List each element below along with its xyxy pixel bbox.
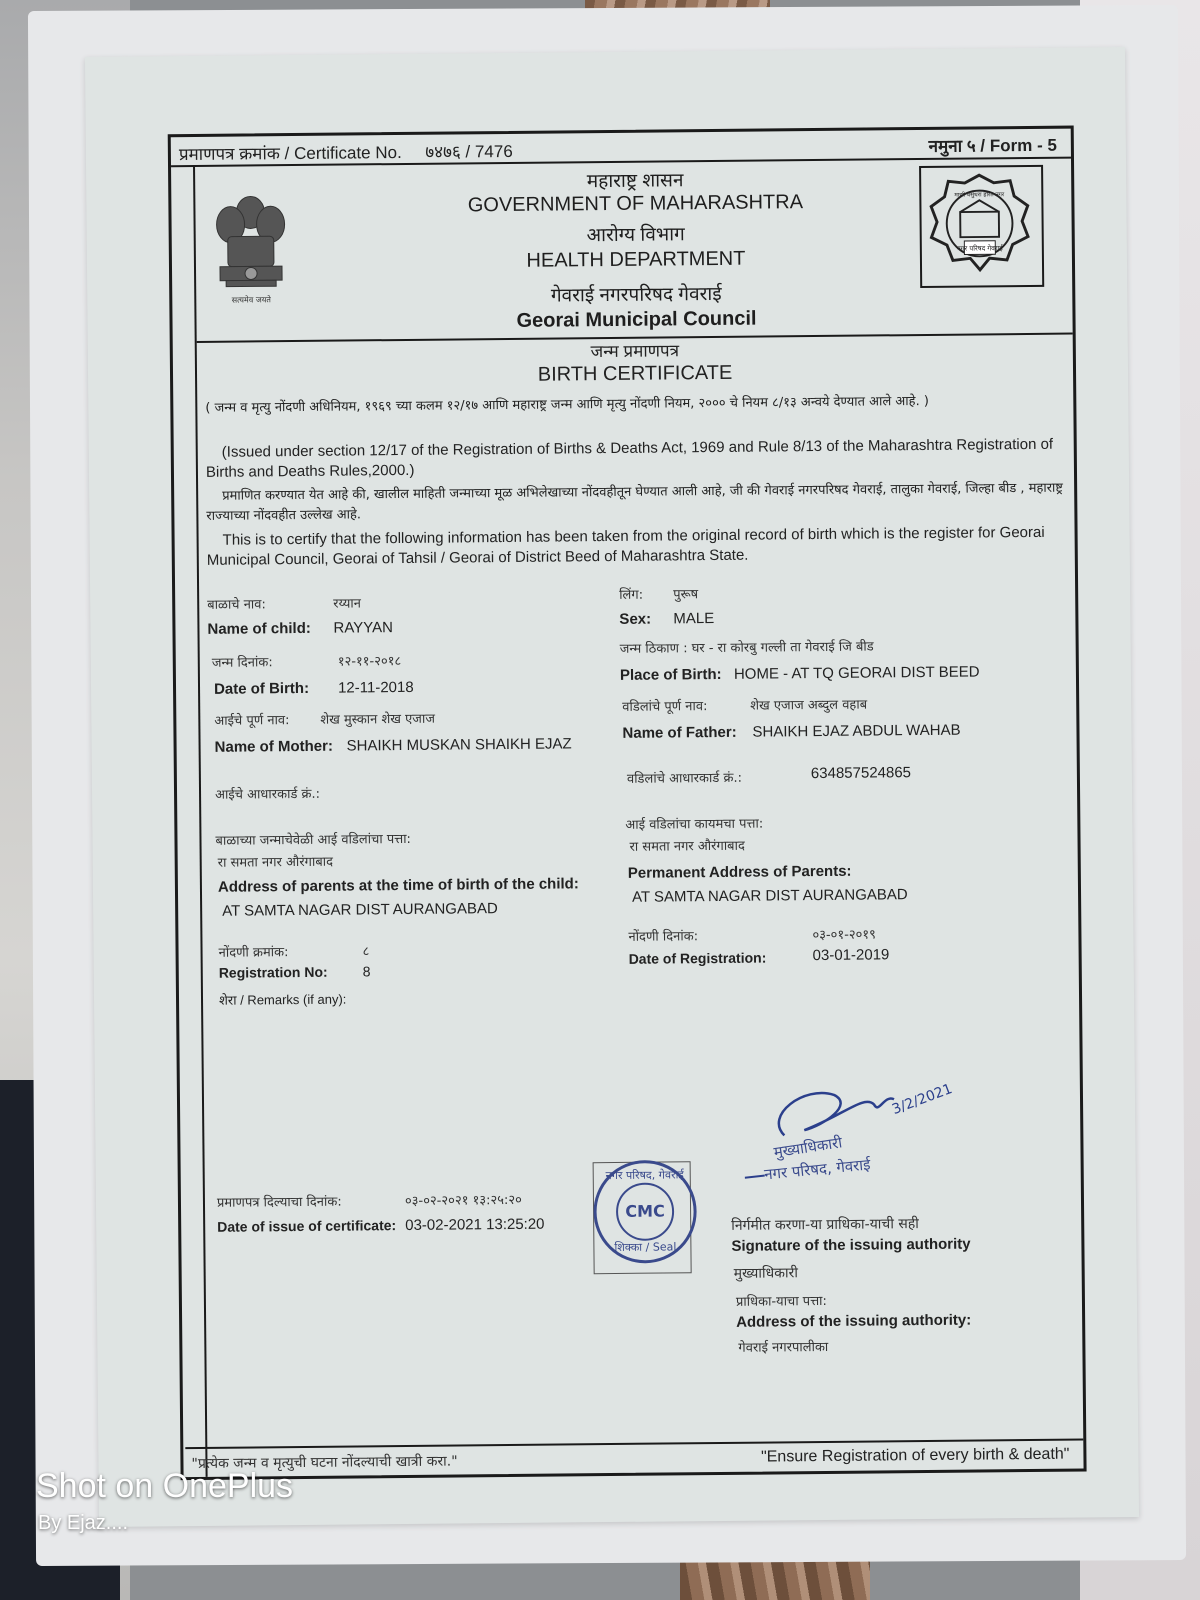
certificate-number-label: प्रमाणपत्र क्रमांक / Certificate No. [178,142,402,165]
council-logo-text: नगर परिषद गेवराई [956,244,1003,253]
certificate-body [191,333,1084,1477]
issued-under-english: (Issued under section 12/17 of the Registration of Births & Deaths Act, 1969 and Rule 8/13 of the Maharashtra Registration of Births and Deaths Rules,2000.) [205,435,1054,481]
signature-icon [744,1074,965,1186]
council-marathi: गेवराई नगरपरिषद गेवराई [550,283,722,307]
permanent-address-marathi-value: रा समता नगर औरंगाबाद [629,838,745,855]
reg-number-value: 8 [362,963,371,980]
permanent-address-marathi-label: आई वडिलांचा कायमचा पत्ता: [625,816,764,833]
father-name-value: SHAIKH EJAZ ABDUL WAHAB [752,721,961,741]
signature-date: 3/2/2021 [889,1080,955,1119]
signature-stamp-officer: मुख्याधिकारी [772,1133,844,1162]
issued-under-marathi: ( जन्म व मृत्यु नोंदणी अधिनियम, १९६९ च्या कलम १२/१७ आणि महाराष्ट्र जन्म आणि मृत्यु नोंदणी नियम, २००० चे नियम ८/१३ अन्वये देण्यात आले आहे. ) [205,393,929,416]
reg-number-label: Registration No: [218,963,328,981]
certificate-inner [193,157,1084,1477]
council-logo-arc: माझी वसुंधरा हरित नगर [954,192,1005,199]
emblem-caption: सत्यमेव जयते [231,295,271,305]
mother-aadhaar-label: आईचे आधारकार्ड क्रं.: [214,786,321,803]
father-name-marathi-label: वडिलांचे पूर्ण नाव: [622,699,708,715]
father-aadhaar-label: वडिलांचे आधारकार्ड क्रं.: [626,770,743,787]
certify-marathi: प्रमाणित करण्यात येत आहे की, खालील माहिती जन्माच्या मूळ अभिलेखाच्या नोंदवहीतून घेण्यात आली आहे, जी की गेवराई नगरपरिषद गेवराई, तालुका गेवराई, जिल्हा बीड , महाराष्ट्र राज्याच्या नोंदवहीत उल्लेख आहे. [206,480,1064,524]
sex-value: MALE [673,610,715,628]
issue-date-marathi-label: प्रमाणपत्र दिल्याचा दिनांक: [216,1194,342,1211]
birth-address-marathi-label: बाळाच्या जन्माचेवेळी आई वडिलांचा पत्ता: [215,831,411,849]
reg-date-marathi-label: नोंदणी दिनांक: [628,929,699,945]
father-aadhaar-value: 634857524865 [810,764,912,783]
mother-name-label: Name of Mother: [214,737,334,756]
camera-watermark-author: By Ejaz.... [38,1512,129,1534]
signature-marathi-label: निर्गमीत करणा-या प्राधिका-याची सही [731,1216,919,1234]
government-marathi: महाराष्ट्र शासन [586,170,684,193]
sex-marathi-label: लिंग: [619,587,644,603]
mother-name-marathi-value: शेख मुस्कान शेख एजाज [320,711,436,728]
officer-title: मुख्याधिकारी [733,1265,799,1282]
form-number: नमुना ५ / Form - 5 [928,135,1057,156]
remarks-label: शेरा / Remarks (if any): [218,991,347,1008]
place-of-birth-label: Place of Birth: [619,665,722,684]
certificate-footer [185,1439,1083,1478]
national-emblem-icon [205,190,296,309]
dob-value: 12-11-2018 [337,678,414,697]
government-english: GOVERNMENT OF MAHARASHTRA [467,191,804,217]
child-name-value: RAYYAN [333,619,394,637]
council-logo-icon [921,167,1038,282]
certify-english: This is to certify that the following information has been taken from the original record of birth which is the register for Georai Municipal Council, Georai of Tahsil / Georai of District Beed of Maharashtra State. [206,523,1045,569]
certificate-frame [168,126,1087,1481]
camera-watermark: Shot on OnePlus [36,1467,294,1505]
father-name-label: Name of Father: [622,723,737,742]
permanent-address-value: AT SAMTA NAGAR DIST AURANGABAD [631,886,908,906]
footer-marathi: "प्रत्येक जन्म व मृत्युची घटना नोंदल्याची खात्री करा." [191,1453,458,1473]
birth-address-label: Address of parents at the time of birth of the child: [217,875,579,896]
authority-address-marathi-label: प्राधिका-याचा पत्ता: [735,1293,827,1310]
department-marathi: आरोग्य विभाग [586,224,685,247]
footer-english: "Ensure Registration of every birth & death" [760,1445,1070,1466]
birth-address-marathi-value: रा समता नगर औरंगाबाद [217,854,334,871]
certificate-paper [85,47,1139,1527]
mother-name-marathi-label: आईचे पूर्ण नाव: [214,713,290,729]
child-name-marathi-label: बाळाचे नाव: [207,597,266,613]
issue-date-value: 03-02-2021 13:25:20 [405,1215,545,1235]
reg-date-label: Date of Registration: [628,949,767,967]
authority-address-label: Address of the issuing authority: [736,1311,972,1331]
sex-marathi-value: पुरूष [673,587,699,603]
stamp-seal-text: शिक्का / Seal [614,1240,677,1254]
dob-label: Date of Birth: [213,679,310,698]
issue-date-marathi-value: ०३-०२-२०२१ १३:२५:२० [404,1192,522,1210]
birth-address-value: AT SAMTA NAGAR DIST AURANGABAD [222,900,498,920]
child-name-marathi-value: रय्यान [333,596,362,612]
dob-marathi-value: १२-११-२०१८ [337,654,402,670]
council-stamp-icon [590,1156,701,1267]
place-of-birth-marathi: जन्म ठिकाण : घर - रा कोरबु गल्ली ता गेवराई जि बीड [619,639,874,657]
father-name-marathi-value: शेख एजाज अब्दुल वहाब [750,697,868,714]
authority-address-value: गेवराई नगरपालीका [738,1339,829,1356]
reg-number-marathi-value: ८ [362,944,370,960]
department-english: HEALTH DEPARTMENT [526,247,746,272]
child-name-label: Name of child: [207,619,311,638]
place-of-birth-value: HOME - AT TQ GEORAI DIST BEED [733,663,980,683]
mother-name-value: SHAIKH MUSKAN SHAIKH EJAZ [346,735,572,755]
certificate-number-value: ७४७६ / 7476 [425,141,513,162]
title-block [195,157,1073,343]
signature-stamp-council: नगर परिषद, गेवराई [763,1155,872,1184]
stamp-cmc-text: CMC [625,1201,665,1221]
certificate-title-english: BIRTH CERTIFICATE [537,361,733,386]
sex-label: Sex: [619,610,652,628]
stamp-arc-text: नगर परिषद, गेवराई [605,1168,684,1183]
council-logo-box [919,165,1044,288]
reg-date-marathi-value: ०३-०१-२०१९ [812,927,876,944]
dob-marathi-label: जन्म दिनांक: [211,655,273,671]
reg-date-value: 03-01-2019 [812,946,890,965]
certificate-title-marathi: जन्म प्रमाणपत्र [590,341,680,362]
signature-label: Signature of the issuing authority [731,1235,971,1255]
permanent-address-label: Permanent Address of Parents: [627,862,852,882]
issue-date-label: Date of issue of certificate: [217,1217,397,1235]
certificate-number [179,139,513,165]
reg-number-marathi-label: नोंदणी क्रमांक: [218,945,289,961]
council-english: Georai Municipal Council [516,307,757,332]
